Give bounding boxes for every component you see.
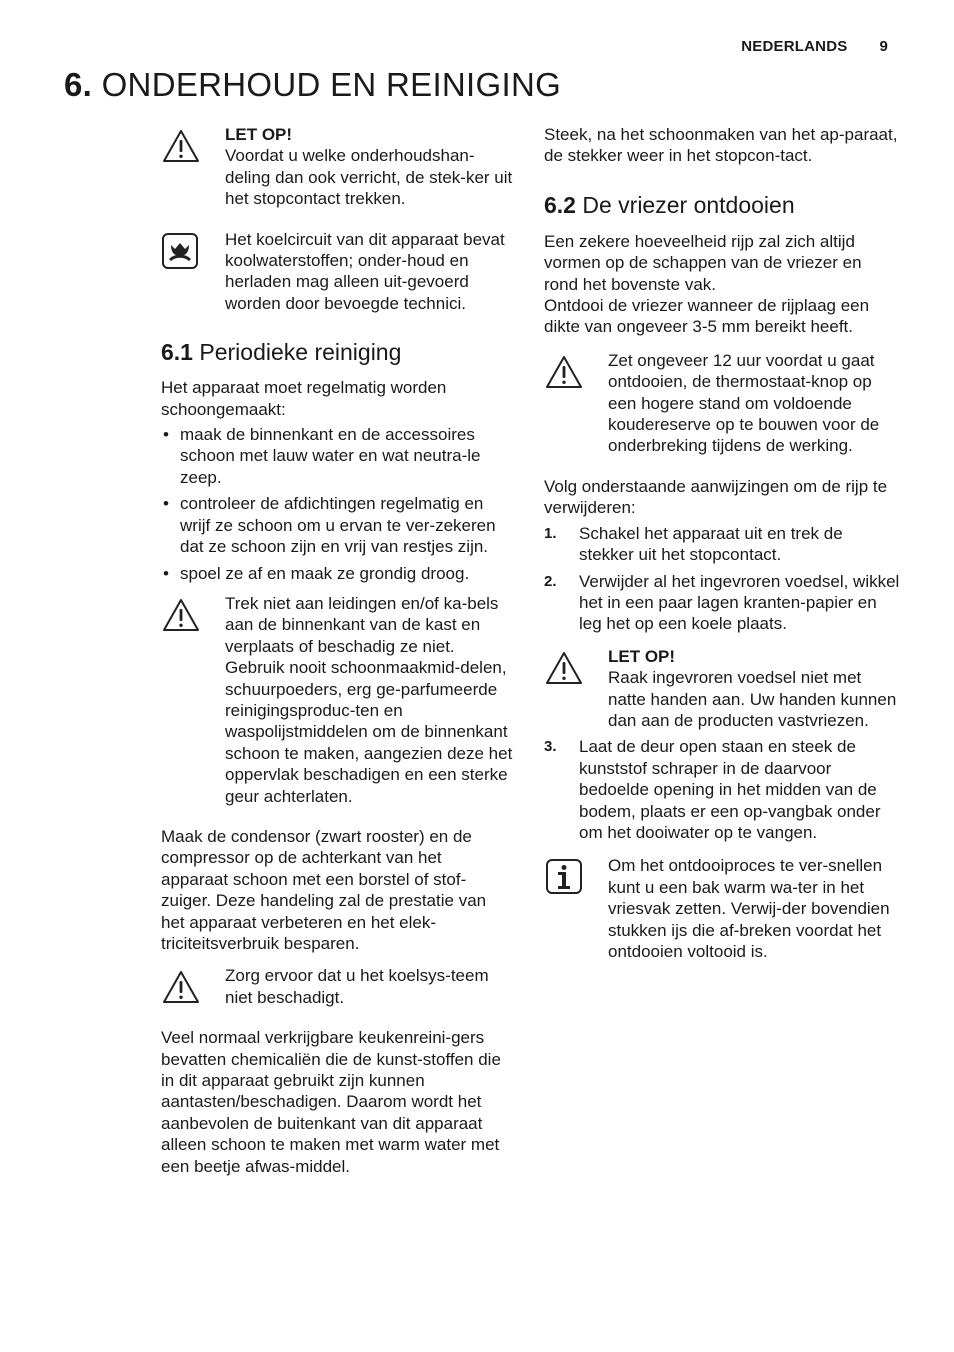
chapter-number: 6. (64, 66, 93, 103)
steps-intro: Volg onderstaande aanwijzingen om de rijp te verwijderen: (544, 476, 888, 518)
plug-back-paragraph: Steek, na het schoonmaken van het ap-paraat, de stekker weer in het stopcon-tact. (544, 125, 898, 166)
cleaners-paragraph: Veel normaal verkrijgbare keukenreini-gers bevatten chemicaliën die de kunst-stoffen die in dit apparaat gebruikt zijn kunnen aantasten/beschadigen. Daarom wordt het aanbevolen de buitenkant van dit apparaat alleen schoon te maken met warm water met een beetje afwas-middel. (161, 1028, 501, 1176)
section-heading-6-1 (161, 338, 513, 366)
defrost-steps (544, 523, 900, 635)
warning-note (544, 646, 900, 732)
list-item: • controleer de afdichtingen regelmatig en wrijf ze schoon om u ervan te ver-zekeren dat ze schoon zijn en vrij van restjes zijn. (161, 493, 513, 557)
warning-text: Raak ingevroren voedsel niet met natte handen aan. Uw handen kunnen dan aan de producten vastvriezen. (608, 668, 897, 730)
defrost-steps-continued (544, 736, 900, 843)
left-column (161, 124, 513, 1177)
step-number: 2. (544, 572, 557, 590)
step-text: Laat de deur open staan en steek de kunststof schraper in de daarvoor bedoelde opening in het midden van de bodem, plaats er een op-vangbak onder om het dooiwater op te vangen. (579, 737, 881, 842)
warning-text: Trek niet aan leidingen en/of ka-bels aan de binnenkant van de kast en verplaats of beschadig ze niet. (225, 593, 499, 656)
section-heading-6-2 (544, 191, 900, 219)
cleaning-list (161, 424, 513, 584)
frost-paragraph: Een zekere hoeveelheid rijp zal zich altijd vormen op de schappen van de vriezer en rond het bovenste vak. (544, 231, 862, 294)
list-item (544, 736, 900, 843)
frost-paragraph: Ontdooi de vriezer wanneer de rijplaag een dikte van ongeveer 3-5 mm bereikt heeft. (544, 296, 870, 337)
list-item: • spoel ze af en maak ze grondig droog. (161, 563, 513, 584)
warning-triangle-icon (544, 650, 584, 686)
page-header (741, 38, 888, 55)
warning-label: LET OP! (608, 646, 676, 666)
environment-text: Het koelcircuit van dit apparaat bevat koolwaterstoffen; onder-houd en herladen mag alleen uit-gevoerd worden door bevoegde technici. (225, 229, 505, 313)
list-item: • maak de binnenkant en de accessoires schoon met lauw water en wat neutra-le zeep. (161, 424, 513, 488)
warning-text: Zet ongeveer 12 uur voordat u gaat ontdooien, de thermostaat-knop op een hogere stand om voldoende koudereserve op te bouwen voor de onderbreking tijdens de werking. (608, 350, 880, 456)
list-item (544, 571, 900, 635)
warning-text: Gebruik nooit schoonmaakmid-delen, schuurpoeders, erg ge-parfumeerde reinigingsproduc-ten en waspolijstmiddelen om de binnenkant schoon te maken, aangezien deze het oppervlak beschadigen en een sterke geur achterlaten. (225, 658, 513, 806)
warning-label: LET OP! (225, 125, 293, 144)
warning-triangle-icon (544, 354, 584, 390)
chapter-title-text: ONDERHOUD EN REINIGING (101, 66, 562, 103)
environment-note (161, 229, 513, 315)
step-text: Verwijder al het ingevroren voedsel, wikkel het in een paar lagen kranten-papier en leg het op een koele plaats. (579, 571, 900, 634)
page-number: 9 (879, 38, 888, 55)
cleaning-intro: Het apparaat moet regelmatig worden schoongemaakt: (161, 378, 447, 419)
info-icon (544, 859, 584, 895)
section-number: 6.1 (161, 339, 193, 366)
warning-text: Zorg ervoor dat u het koelsys-teem niet beschadigt. (225, 966, 489, 1007)
warning-note (161, 593, 513, 807)
warning-note (161, 124, 513, 210)
warning-note (544, 350, 900, 457)
condensor-paragraph: Maak de condensor (zwart rooster) en de compressor op de achterkant van het apparaat schoon met een borstel of stof-zuiger. Deze handeling zal de prestatie van het apparaat verbeteren en het elek-triciteitsverbruik besparen. (161, 826, 487, 953)
section-number: 6.2 (544, 191, 576, 218)
info-text: Om het ontdooiproces te ver-snellen kunt u een bak warm wa-ter in het vriesvak zetten. Verwij-der bovendien stukken ijs die af-breken voordat het ontdooien voltooid is. (608, 856, 890, 961)
section-title: De vriezer ontdooien (582, 191, 795, 218)
section-title: Periodieke reiniging (199, 339, 402, 366)
step-text: Schakel het apparaat uit en trek de stekker uit het stopcontact. (579, 523, 843, 565)
warning-text: Voordat u welke onderhoudshan-deling dan ook verricht, de stek-ker uit het stopcontact trekken. (225, 146, 513, 209)
info-note (544, 855, 900, 962)
warning-triangle-icon (161, 128, 201, 164)
step-number: 1. (544, 524, 557, 542)
warning-triangle-icon (161, 969, 201, 1005)
step-number: 3. (544, 738, 557, 756)
header-language: NEDERLANDS (741, 38, 848, 55)
right-column (544, 124, 900, 962)
warning-note (161, 965, 513, 1008)
environment-icon (161, 233, 201, 269)
chapter-title (64, 66, 561, 104)
warning-triangle-icon (161, 597, 201, 633)
list-item (544, 523, 900, 566)
